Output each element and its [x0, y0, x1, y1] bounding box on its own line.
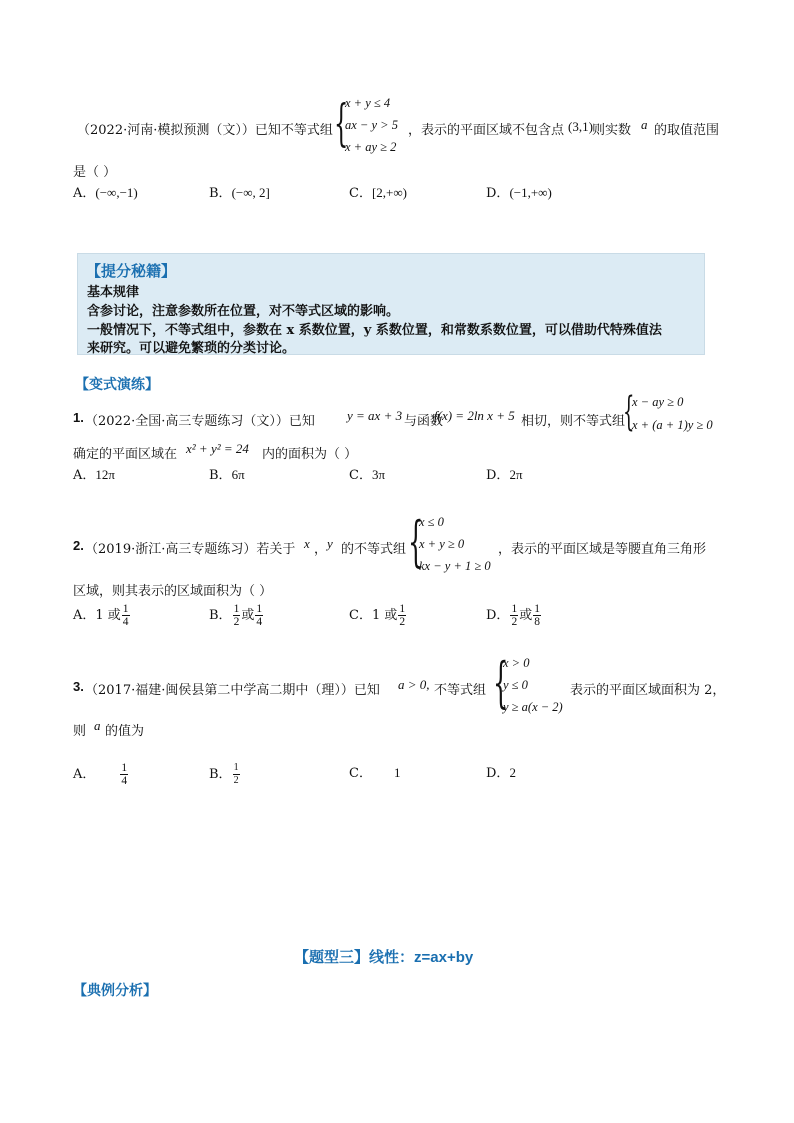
example-suffix-c: 的取值范围 [654, 123, 720, 138]
q2-ineq-3: kx − y + 1 ≥ 0 [419, 559, 491, 573]
q2-ineq-2: x + y ≥ 0 [419, 537, 465, 551]
q2-mid: 的不等式组 [341, 542, 407, 557]
q2-ineq-1: x ≤ 0 [419, 515, 444, 529]
q2-prefix: （2019·浙江·高三专题练习）若关于 [85, 542, 296, 557]
example-var-a: a [641, 117, 648, 132]
example-option-c[interactable]: C．[2,+∞) [349, 185, 407, 201]
q2-comma: ， [314, 542, 328, 557]
q1-option-b[interactable]: B．6π [209, 467, 245, 483]
q2-suffix: ，表示的平面区域是等腰直角三角形 [498, 542, 707, 557]
q2-var-y: y [327, 536, 333, 551]
example-suffix-b: 则实数 [592, 123, 632, 138]
example-point: (3,1) [568, 119, 593, 134]
q3-var-a: a [94, 718, 101, 733]
example-analysis-title: 【典例分析】 [73, 983, 157, 999]
example-prefix: （2022·河南·模拟预测（文））已知不等式组 [77, 123, 333, 138]
q2-var-x: x [304, 536, 310, 551]
q1-ineq-2: x + (a + 1)y ≥ 0 [632, 418, 713, 432]
q3-mid: 不等式组 [434, 683, 487, 698]
q1-line-eq: y = ax + 3 [347, 408, 403, 423]
q1-function: f(x) = 2ln x + 5 [434, 408, 515, 423]
q3-option-c[interactable]: C． 1 [349, 765, 401, 781]
q1-mid: 与函数 [404, 414, 444, 429]
example-option-a[interactable]: A．(−∞,−1) [73, 185, 138, 201]
example-line2: 是（ ） [73, 165, 117, 180]
section3-title: 【题型三】线性：z=ax+by [294, 948, 474, 966]
q2-option-b[interactable]: B． $\frac{1}{2}$ 或 $\frac{1}{4}$ [209, 603, 263, 628]
example-ineq-3: x + ay ≥ 2 [345, 140, 397, 154]
q3-ineq-3: y ≥ a(x − 2) [503, 700, 563, 714]
q1-system-brace: { [623, 389, 635, 435]
q2-line2: 区域，则其表示的区域面积为（ ） [73, 584, 273, 599]
example-option-b[interactable]: B．(−∞, 2] [209, 185, 270, 201]
tips-line-4: 来研究。可以避免繁琐的分类讨论。 [87, 341, 296, 356]
tips-line-3: 一般情况下，不等式组中，参数在 x 系数位置，y 系数位置，和常数系数位置，可以借助代特殊值法 [87, 323, 662, 338]
q3-option-b[interactable]: B． $\frac{1}{2}$ [209, 762, 239, 786]
q3-ineq-2: y ≤ 0 [503, 678, 528, 692]
q1-line2-prefix: 确定的平面区域在 [73, 447, 178, 462]
q1-prefix: （2022·全国·高三专题练习（文））已知 [85, 414, 315, 429]
tips-title: 【提分秘籍】 [86, 262, 177, 280]
variant-title: 【变式演练】 [75, 377, 159, 393]
q1-suffix: 相切，则不等式组 [521, 414, 626, 429]
q3-ineq-1: x > 0 [503, 656, 530, 670]
q1-line2-suffix: 内的面积为（ ） [262, 447, 358, 462]
example-system-brace: { [334, 94, 349, 152]
q2-option-c[interactable]: C．1 或 $\frac{1}{2}$ [349, 603, 406, 628]
q1-number: 1. [73, 410, 84, 425]
tips-box [77, 253, 705, 355]
q3-line2-suffix: 的值为 [105, 724, 145, 739]
q1-circle-eq: x² + y² = 24 [186, 441, 249, 456]
q3-number: 3. [73, 679, 84, 694]
q3-condition: a > 0, [398, 677, 430, 692]
q3-suffix: 表示的平面区域面积为 2， [570, 683, 726, 698]
q3-line2-prefix: 则 [73, 724, 87, 739]
q3-option-a[interactable]: A． $\frac{1}{4}$ [73, 762, 128, 787]
q1-option-a[interactable]: A．12π [73, 467, 115, 483]
tips-line-1: 基本规律 [87, 285, 140, 300]
q2-option-a[interactable]: A．1 或 $\frac{1}{4}$ [73, 603, 129, 628]
example-option-d[interactable]: D．(−1,+∞) [486, 185, 552, 201]
q2-system-brace: { [408, 510, 424, 573]
example-ineq-1: x + y ≤ 4 [345, 96, 391, 110]
q2-option-d[interactable]: D． $\frac{1}{2}$ 或 $\frac{1}{8}$ [486, 603, 540, 628]
q1-option-d[interactable]: D．2π [486, 467, 523, 483]
q2-number: 2. [73, 538, 84, 553]
q3-prefix: （2017·福建·闽侯县第二中学高二期中（理））已知 [85, 683, 380, 698]
q3-option-d[interactable]: D．2 [486, 765, 516, 781]
q3-system-brace: { [493, 651, 509, 714]
tips-line-2: 含参讨论，注意参数所在位置，对不等式区域的影响。 [87, 304, 400, 319]
example-suffix-a: ，表示的平面区域不包含点 [408, 123, 565, 138]
example-ineq-2: ax − y > 5 [345, 118, 398, 132]
q1-ineq-1: x − ay ≥ 0 [632, 395, 684, 409]
q1-option-c[interactable]: C．3π [349, 467, 386, 483]
